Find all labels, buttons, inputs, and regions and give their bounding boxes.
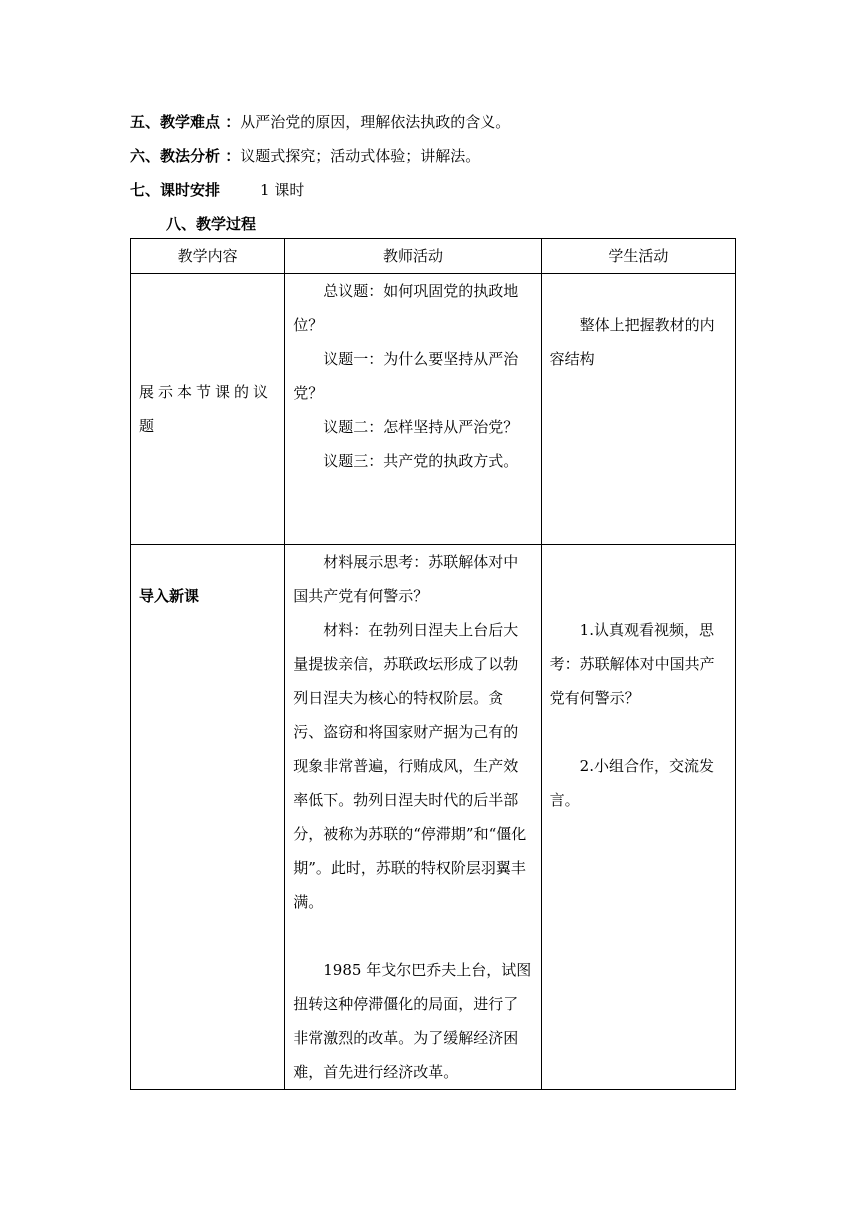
section-7-label: 七、课时安排 [130,181,221,199]
row-1-teacher-line: 议题二：怎样坚持从严治党？ [323,418,519,436]
table-row [131,274,736,545]
row-1-content: 展示本节课的议题 [139,383,273,435]
section-7-value: 1 课时 [260,181,305,199]
row-1-student-line: 整体上把握教材的内容结构 [549,316,715,368]
row-2-teacher-line: 1985 年戈尔巴乔夫上台，试图扭转这种停滞僵化的局面，进行了非常激烈的改革。为了缓解经济困难，首先进行经济改革。 [293,961,532,1081]
section-6-method [130,145,480,167]
row-2-content: 导入新课 [139,587,200,605]
section-6-label: 六、教法分析 ： [130,147,241,165]
row-1-teacher-line: 议题三：共产党的执政方式。 [323,452,519,470]
header-content: 教学内容 [131,239,285,274]
section-5-difficulty [130,111,510,133]
row-2-teacher-line: 材料展示思考：苏联解体对中国共产党有何警示？ [293,553,519,605]
header-student: 学生活动 [541,239,735,274]
table-row [131,545,736,1090]
section-5-label: 五、教学难点 ： [130,113,241,131]
section-5-value: 从严治党的原因，理解依法执政的含义。 [240,113,511,131]
row-2-teacher-line: 材料：在勃列日涅夫上台后大量提拔亲信，苏联政坛形成了以勃列日涅夫为核心的特权阶层。贪污、盗窃和将国家财产据为己有的现象非常普遍，行贿成风，生产效率低下。勃列日涅夫时代的后半部分，被称为苏联的“停滞期”和“僵化期”。此时，苏联的特权阶层羽翼丰满。 [293,621,527,911]
header-teacher: 教师活动 [285,239,541,274]
section-8-heading: 八、教学过程 [166,215,257,233]
row-1-teacher-line: 议题一：为什么要坚持从严治党？ [293,350,519,402]
row-2-student-line: 1.认真观看视频，思考：苏联解体对中国共产党有何警示？ [549,621,715,707]
row-1-teacher-line: 总议题：如何巩固党的执政地位？ [293,282,519,334]
table-header-row [131,239,736,274]
teaching-process-table [130,238,736,1090]
row-2-student-line: 2.小组合作，交流发言。 [549,757,714,809]
section-7-schedule [130,179,304,201]
section-6-value: 议题式探究；活动式体验；讲解法。 [240,147,481,165]
